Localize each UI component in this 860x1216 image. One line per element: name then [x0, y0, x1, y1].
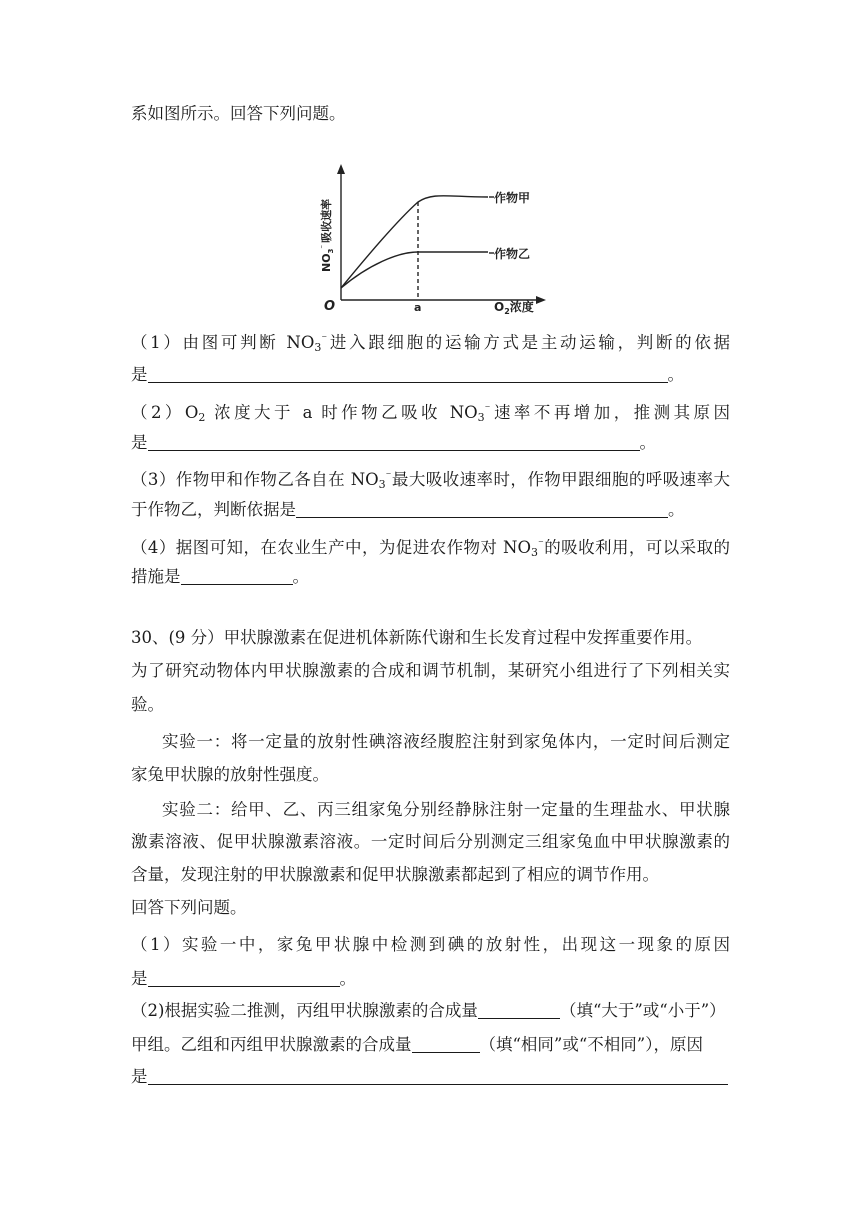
series-label-jia: 作物甲 — [494, 191, 531, 205]
origin-label: O — [324, 299, 336, 314]
x-axis-arrow — [536, 296, 546, 304]
q30-s1-answer-blank[interactable] — [148, 970, 340, 987]
q1-line1: （1）由图可判断 $NO_3^{^-}$进入跟细胞的运输方式是主动运输，判断的依据 — [131, 332, 731, 354]
series-label-yi: 作物乙 — [494, 247, 531, 261]
q4-line1: （4）据图可知，在农业生产中，为促进农作物对 $NO_3^{^-}$的吸收利用，可以采取的 — [131, 537, 730, 559]
q3-line1: （3）作物甲和作物乙各自在 $NO_3^{^-}$最大吸收速率时，作物甲跟细胞的呼吸速率大 — [131, 469, 730, 491]
intro-text: 系如图所示。回答下列问题。 — [131, 104, 346, 123]
series-line-yi — [341, 252, 488, 288]
answer-prompt: 回答下列问题。 — [131, 898, 247, 917]
exp2-line3: 含量，发现注射的甲状腺激素和促甲状腺激素都起到了相应的调节作用。 — [131, 865, 659, 884]
q30-s1-line2: 是 。 — [131, 969, 356, 988]
exp1-line2: 家兔甲状腺的放射性强度。 — [131, 765, 329, 784]
y-axis-label: $NO_3^{^-}$吸收速率 — [319, 198, 335, 272]
q30-s2-blank-2[interactable] — [412, 1036, 480, 1053]
x-tick-a: a — [414, 301, 422, 314]
q1-line2: 是 。 — [131, 365, 684, 384]
x-axis-label: $O_2$浓度 — [494, 300, 534, 316]
q2-line1: $(2)O_2$ 浓度大于 a 时作物乙吸收 $NO_3^{^-}$速率不再增加，推测其原因 — [131, 402, 731, 424]
exp2-line1: 实验二：给甲、乙、丙三组家兔分别经静脉注射一定量的生理盐水、甲状腺 — [162, 800, 730, 819]
q30-line3: 验。 — [131, 695, 164, 714]
q30-line2: 为了研究动物体内甲状腺激素的合成和调节机制，某研究小组进行了下列相关实 — [131, 661, 730, 680]
chart-svg — [308, 160, 552, 318]
q30-line1: 30、(9 分）甲状腺激素在促进机体新陈代谢和生长发育过程中发挥重要作用。 — [131, 628, 703, 647]
exp2-line2: 激素溶液、促甲状腺激素溶液。一定时间后分别测定三组家兔血中甲状腺激素的 — [131, 832, 730, 851]
q30-s2-answer-blank[interactable] — [148, 1068, 728, 1085]
q2-line2: 是 。 — [131, 433, 656, 452]
q4-line2: 措施是 。 — [131, 567, 309, 586]
q3-answer-blank[interactable] — [296, 501, 668, 518]
q30-s2-line2: 甲组。乙组和丙组甲状腺激素的合成量 （填“相同”或“不相同”），原因 — [131, 1035, 703, 1054]
q1-answer-blank[interactable] — [148, 366, 668, 383]
y-axis-arrow — [337, 164, 345, 174]
series-line-jia — [341, 196, 488, 288]
q3-line2: 于作物乙，判断依据是 。 — [131, 500, 685, 519]
exp1-line1: 实验一：将一定量的放射性碘溶液经腹腔注射到家兔体内，一定时间后测定 — [162, 732, 730, 751]
q30-s2-line3: 是 — [131, 1066, 730, 1088]
q30-s1-line1: （1）实验一中，家兔甲状腺中检测到碘的放射性，出现这一现象的原因 — [131, 935, 730, 954]
q2-answer-blank[interactable] — [148, 434, 640, 451]
uptake-rate-chart — [308, 160, 552, 318]
q4-answer-blank[interactable] — [181, 568, 293, 585]
q30-s2-blank-1[interactable] — [478, 1002, 560, 1019]
q30-s2-line1: （2)根据实验二推测，丙组甲状腺激素的合成量 （填“大于”或“小于”） — [131, 1001, 726, 1020]
